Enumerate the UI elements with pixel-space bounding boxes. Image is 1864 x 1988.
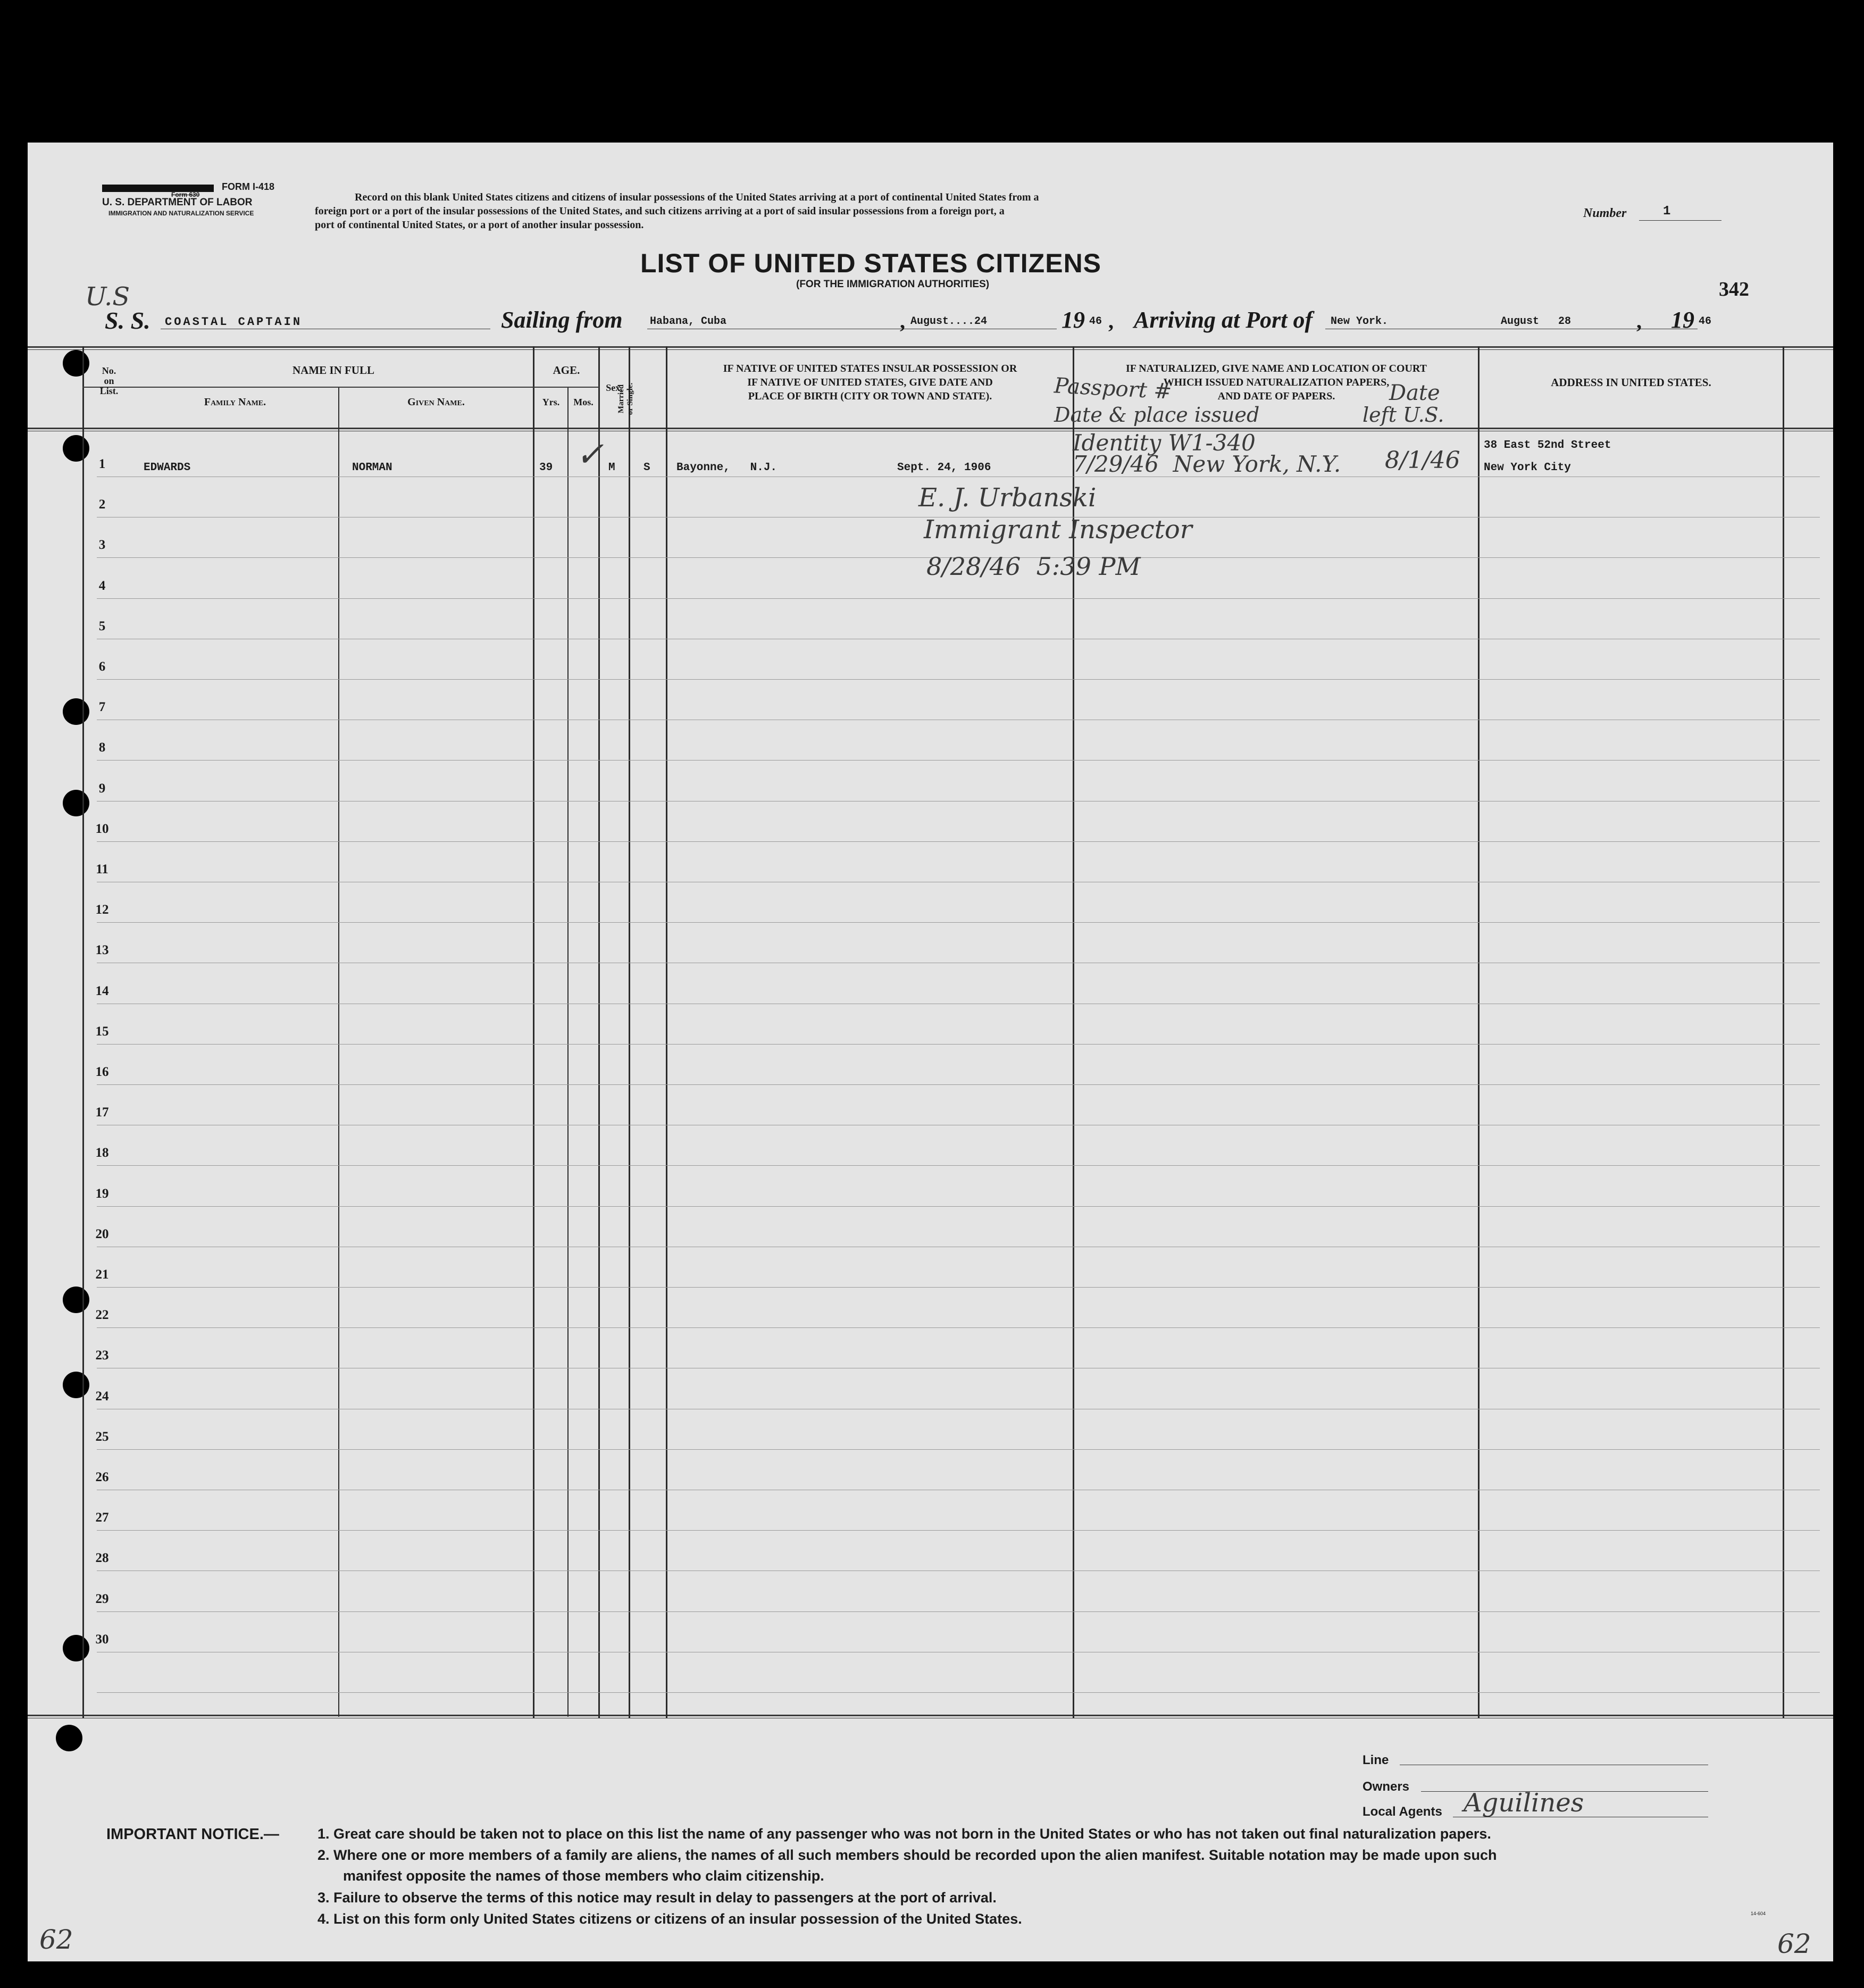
column-divider [1783, 346, 1784, 1718]
sailing-from: Habana, Cuba [650, 315, 727, 328]
issued-note: 7/29/46 New York, N.Y. [1073, 451, 1341, 477]
given-name: NORMAN [352, 462, 392, 474]
corner-number-left: 62 [39, 1924, 73, 1955]
age-years: 39 [539, 462, 553, 474]
row-number: 14 [95, 983, 109, 998]
arrival-year-prefix: 19 [1671, 307, 1694, 333]
row-number: 4 [98, 578, 106, 593]
row-rule [97, 1692, 1820, 1693]
identity-note: Identity W1-340 [1073, 430, 1256, 456]
column-divider [1478, 346, 1480, 1718]
row-rule [97, 1530, 1820, 1531]
owners-label: Owners [1363, 1780, 1410, 1794]
col-family-name: Family Name. [204, 396, 266, 408]
table-top-border [28, 346, 1833, 348]
col-given-name: Given Name. [407, 396, 465, 408]
family-name: EDWARDS [144, 462, 191, 474]
instruction-line: foreign port or a port of the insular possessions of the United States, and such citizens arriving at a port of said insular possessions from a foreign port, a [315, 205, 1005, 217]
page-number: 342 [1719, 278, 1749, 300]
row-number: 27 [95, 1510, 109, 1525]
row-rule [97, 1327, 1820, 1328]
row-number: 2 [98, 497, 106, 512]
comma: , [900, 309, 905, 333]
marital-status: S [643, 462, 650, 474]
date-place-issued-note: Date & place issued [1054, 403, 1260, 427]
row-rule [97, 1287, 1820, 1288]
number-underline [1639, 220, 1721, 221]
row-number: 15 [95, 1024, 109, 1039]
inspection-time: 8/28/46 5:39 PM [926, 552, 1141, 581]
left-us-note: left U.S. [1363, 403, 1444, 427]
row-rule [97, 922, 1820, 923]
name-age-subheader-line [82, 387, 599, 388]
notice-4: 4. List on this form only United States citizens or citizens of an insular possession of the United States. [317, 1911, 1022, 1927]
arrival-port: New York. [1331, 315, 1389, 328]
row-number: 16 [95, 1065, 109, 1079]
col-age: AGE. [553, 364, 580, 377]
notice-2: 2. Where one or more members of a family are aliens, the names of all such members should be recorded upon the alien manifest. Suitable notation may be made upon such [317, 1847, 1497, 1863]
line-label: Line [1363, 1753, 1389, 1767]
column-divider [629, 346, 630, 1718]
check-mark: ✓ [575, 435, 604, 474]
sex: M [608, 462, 615, 474]
notice-2-cont: manifest opposite the names of those members who claim citizenship. [343, 1868, 824, 1884]
table-bottom-border [28, 1715, 1833, 1716]
col-naturalized-line: WHICH ISSUED NATURALIZATION PAPERS, [1163, 377, 1390, 388]
row-number: 7 [98, 700, 106, 715]
birth-place: Bayonne, N.J. [676, 462, 778, 474]
sail-year: 46 [1089, 315, 1102, 328]
page-title: LIST OF UNITED STATES CITIZENS [640, 248, 1102, 278]
col-birth-line: PLACE OF BIRTH (CITY OR TOWN AND STATE). [748, 390, 992, 402]
col-married-line: or Single. [626, 382, 634, 415]
row-number: 17 [95, 1105, 109, 1120]
address-line-2: New York City [1484, 462, 1571, 474]
notice-3: 3. Failure to observe the terms of this notice may result in delay to passengers at the port of arrival. [317, 1890, 997, 1906]
row-number: 5 [98, 619, 106, 633]
ship-name: COASTAL CAPTAIN [165, 315, 303, 329]
row-rule [97, 598, 1820, 599]
ss-label: S. S. [105, 307, 151, 334]
row-rule [97, 1206, 1820, 1207]
col-no-line: on [104, 375, 114, 386]
sailing-from-label: Sailing from [501, 307, 623, 333]
document-page [28, 143, 1833, 1961]
instructions [315, 190, 1039, 232]
arrival-month-day: August 28 [1501, 315, 1572, 328]
col-birth [667, 362, 1073, 403]
column-divider [338, 387, 339, 1717]
row-rule [97, 679, 1820, 680]
table-top-border-2 [28, 349, 1833, 350]
corner-number-right: 62 [1777, 1928, 1811, 1959]
sail-year-prefix: 19 [1061, 307, 1085, 333]
sail-month-day: August....24 [910, 315, 988, 328]
page-subtitle: (FOR THE IMMIGRATION AUTHORITIES) [796, 279, 990, 290]
row-number: 1 [98, 457, 106, 471]
row-number: 28 [95, 1551, 109, 1566]
comma: , [1108, 309, 1114, 333]
row-rule [97, 760, 1820, 761]
col-naturalized-line: AND DATE OF PAPERS. [1217, 390, 1335, 402]
col-sex: Sex. [606, 382, 623, 393]
row-number: 3 [98, 538, 106, 553]
row-number: 11 [96, 862, 108, 876]
form-block [102, 183, 347, 242]
left-date-note: 8/1/46 [1385, 447, 1460, 474]
number-value: 1 [1663, 204, 1671, 219]
row-rule [97, 1084, 1820, 1085]
column-divider [598, 346, 600, 1718]
row-number: 22 [95, 1308, 109, 1323]
col-no [85, 366, 133, 396]
row-number: 25 [95, 1429, 109, 1444]
row-number: 19 [95, 1186, 109, 1201]
col-married-line: Married [617, 384, 625, 414]
address-line-1: 38 East 52nd Street [1484, 439, 1611, 452]
row-number: 26 [95, 1470, 109, 1484]
agents-label: Local Agents [1363, 1805, 1442, 1819]
col-yrs: Yrs. [542, 397, 560, 407]
col-mos: Mos. [573, 397, 594, 407]
date-note: Date [1389, 381, 1440, 405]
instruction-line: port of continental United States, or a port of another insular possession. [315, 219, 644, 231]
row-number: 20 [95, 1226, 109, 1241]
row-number: 12 [95, 903, 109, 917]
passport-note: Passport # [1053, 373, 1173, 404]
col-naturalized-line: IF NATURALIZED, GIVE NAME AND LOCATION OF COURT [1125, 363, 1427, 374]
row-rule [97, 1165, 1820, 1166]
notice-1: 1. Great care should be taken not to place on this list the name of any passenger who was not born in the United States or who has not taken out final naturalization papers. [317, 1826, 1491, 1842]
row-rule [97, 841, 1820, 842]
comma: , [1636, 309, 1642, 333]
row-number: 24 [95, 1389, 109, 1404]
row-number: 8 [98, 740, 106, 755]
column-divider [666, 346, 667, 1718]
number-label: Number [1583, 206, 1627, 220]
row-number: 6 [98, 659, 106, 674]
inspector-title: Immigrant Inspector [924, 515, 1192, 545]
arrival-year: 46 [1699, 315, 1712, 328]
row-number: 21 [95, 1267, 109, 1282]
row-number: 30 [95, 1632, 109, 1647]
inspector-name: E. J. Urbanski [918, 483, 1097, 513]
instruction-line: Record on this blank United States citizens and citizens of insular possessions of the United States arriving at a port of continental United States from a [355, 191, 1039, 203]
arriving-label: Arriving at Port of [1134, 307, 1313, 333]
row-number: 18 [95, 1146, 109, 1160]
col-birth-line: IF NATIVE OF UNITED STATES, GIVE DATE AND [747, 377, 993, 388]
row-rule [97, 1044, 1820, 1045]
col-address: ADDRESS IN UNITED STATES. [1551, 376, 1711, 389]
row-number: 23 [95, 1348, 109, 1363]
col-married [617, 372, 670, 425]
form-number: FORM I-418 [222, 181, 275, 192]
column-divider [567, 387, 569, 1717]
col-no-line: List. [99, 386, 119, 396]
header-bottom-border [28, 428, 1833, 429]
punch-hole [56, 1725, 82, 1751]
row-number: 29 [95, 1591, 109, 1606]
col-no-line: No. [102, 365, 116, 376]
local-agents-value: Aguilines [1464, 1788, 1584, 1818]
department: U. S. DEPARTMENT OF LABOR [102, 197, 253, 208]
row-rule [97, 1449, 1820, 1450]
row-rule [97, 1611, 1820, 1612]
row-number: 13 [95, 943, 109, 958]
us-note: U.S [85, 282, 130, 312]
row-number: 9 [98, 781, 106, 796]
birth-date: Sept. 24, 1906 [897, 462, 991, 474]
row-number: 10 [95, 821, 109, 836]
column-divider [533, 346, 534, 1718]
form-old: Form 630 [171, 191, 200, 198]
col-name-in-full: NAME IN FULL [292, 364, 374, 377]
col-birth-line: IF NATIVE OF UNITED STATES INSULAR POSSESSION OR [723, 363, 1017, 374]
printer-mark: 14-604 [1751, 1911, 1766, 1916]
service: IMMIGRATION AND NATURALIZATION SERVICE [108, 210, 254, 217]
notice-title: IMPORTANT NOTICE.— [106, 1826, 279, 1843]
